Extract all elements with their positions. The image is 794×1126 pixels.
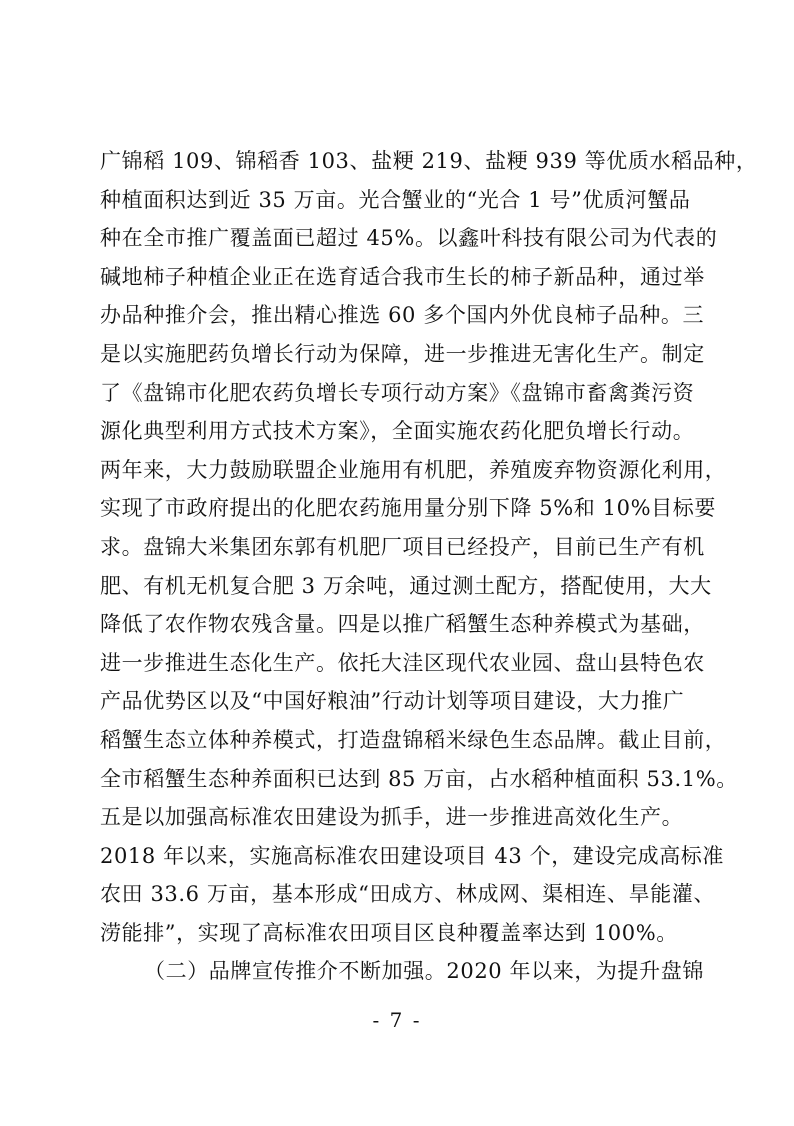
text-line: 全市稻蟹生态种养面积已达到 85 万亩，占水稻种植面积 53.1%。: [100, 766, 738, 791]
text-line: 种在全市推广覆盖面已超过 45%。以鑫叶科技有限公司为代表的: [100, 226, 718, 251]
text-line: 降低了农作物农残含量。四是以推广稻蟹生态种养模式为基础，: [100, 612, 705, 637]
page-number: - 7 -: [372, 1008, 422, 1032]
text-line: 了《盘锦市化肥农药负增长专项行动方案》《盘锦市畜禽粪污资: [100, 380, 695, 405]
text-line: 产品优势区以及“中国好粮油”行动计划等项目建设，大力推广: [100, 689, 685, 714]
text-line: 涝能排”，实现了高标准农田项目区良种覆盖率达到 100%。: [100, 920, 678, 945]
text-line: 肥、有机无机复合肥 3 万余吨，通过测土配方，搭配使用，大大: [100, 573, 712, 598]
text-line: 源化典型利用方式技术方案》，全面实施农药化肥负增长行动。: [100, 419, 695, 444]
text-line: 是以实施肥药负增长行动为保障，进一步推进无害化生产。制定: [100, 341, 705, 366]
text-line: 农田 33.6 万亩，基本形成“田成方、林成网、渠相连、旱能灌、: [100, 882, 716, 907]
text-line: 2018 年以来，实施高标准农田建设项目 43 个，建设完成高标准: [100, 843, 724, 868]
text-line: 广锦稻 109、锦稻香 103、盐粳 219、盐粳 939 等优质水稻品种，: [100, 149, 758, 173]
text-line: 种植面积达到近 35 万亩。光合蟹业的“光合 1 号”优质河蟹品: [100, 187, 691, 212]
text-line: 进一步推进生态化生产。依托大洼区现代农业园、盘山县特色农: [100, 650, 705, 675]
text-line: 稻蟹生态立体种养模式，打造盘锦稻米绿色生态品牌。截止目前，: [100, 727, 727, 752]
text-line: 办品种推介会，推出精心推选 60 多个国内外优良柿子品种。三: [100, 303, 705, 328]
text-line: 求。盘锦大米集团东郭有机肥厂项目已经投产，目前已生产有机: [100, 534, 705, 559]
text-line: 碱地柿子种植企业正在选育适合我市生长的柿子新品种，通过举: [100, 264, 705, 289]
section-heading-line: （二）品牌宣传推介不断加强。2020 年以来，为提升盘锦: [144, 959, 704, 984]
text-line: 五是以加强高标准农田建设为抓手，进一步推进高效化生产。: [100, 805, 684, 830]
text-line: 两年来，大力鼓励联盟企业施用有机肥，养殖废弃物资源化利用，: [100, 457, 727, 482]
text-line: 实现了市政府提出的化肥农药施用量分别下降 5%和 10%目标要: [100, 496, 716, 521]
body-text: [100, 142, 758, 991]
